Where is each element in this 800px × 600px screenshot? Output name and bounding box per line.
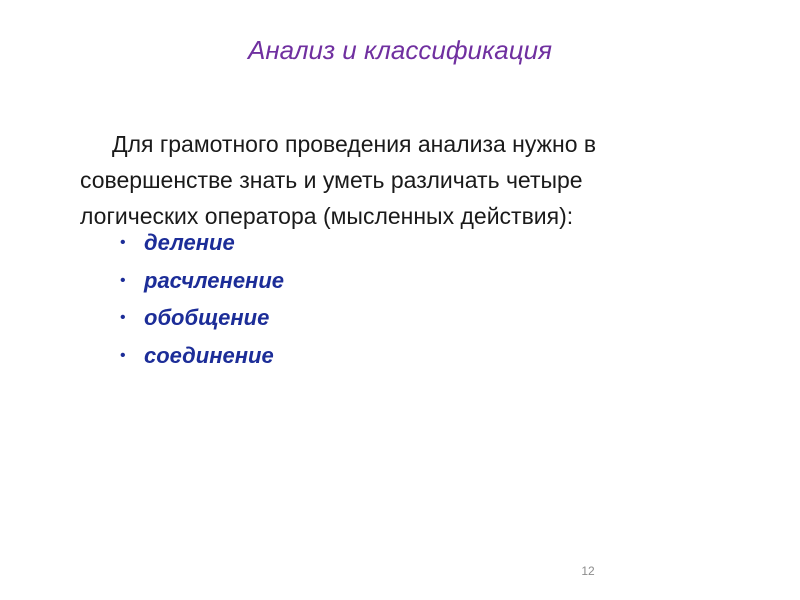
- slide-body-text: Для грамотного проведения анализа нужно в совершенстве знать и уметь различать четыре логических оператора (мысленных действия):: [80, 131, 597, 229]
- bullet-item-label: соединение: [144, 342, 274, 368]
- bullet-icon: •: [120, 271, 126, 289]
- bullet-list: [120, 224, 284, 374]
- bullet-item: [120, 224, 284, 262]
- page-number: 12: [581, 564, 595, 578]
- bullet-icon: •: [120, 234, 126, 251]
- slide-title: Анализ и классификация: [248, 35, 552, 65]
- bullet-item-label: деление: [144, 230, 235, 255]
- bullet-item-label: расчленение: [144, 267, 285, 293]
- bullet-item: [120, 262, 284, 300]
- bullet-item: [120, 337, 284, 375]
- bullet-item: [120, 299, 284, 337]
- bullet-item-label: обобщение: [144, 305, 270, 330]
- bullet-icon: •: [120, 309, 126, 326]
- bullet-icon: •: [120, 346, 126, 364]
